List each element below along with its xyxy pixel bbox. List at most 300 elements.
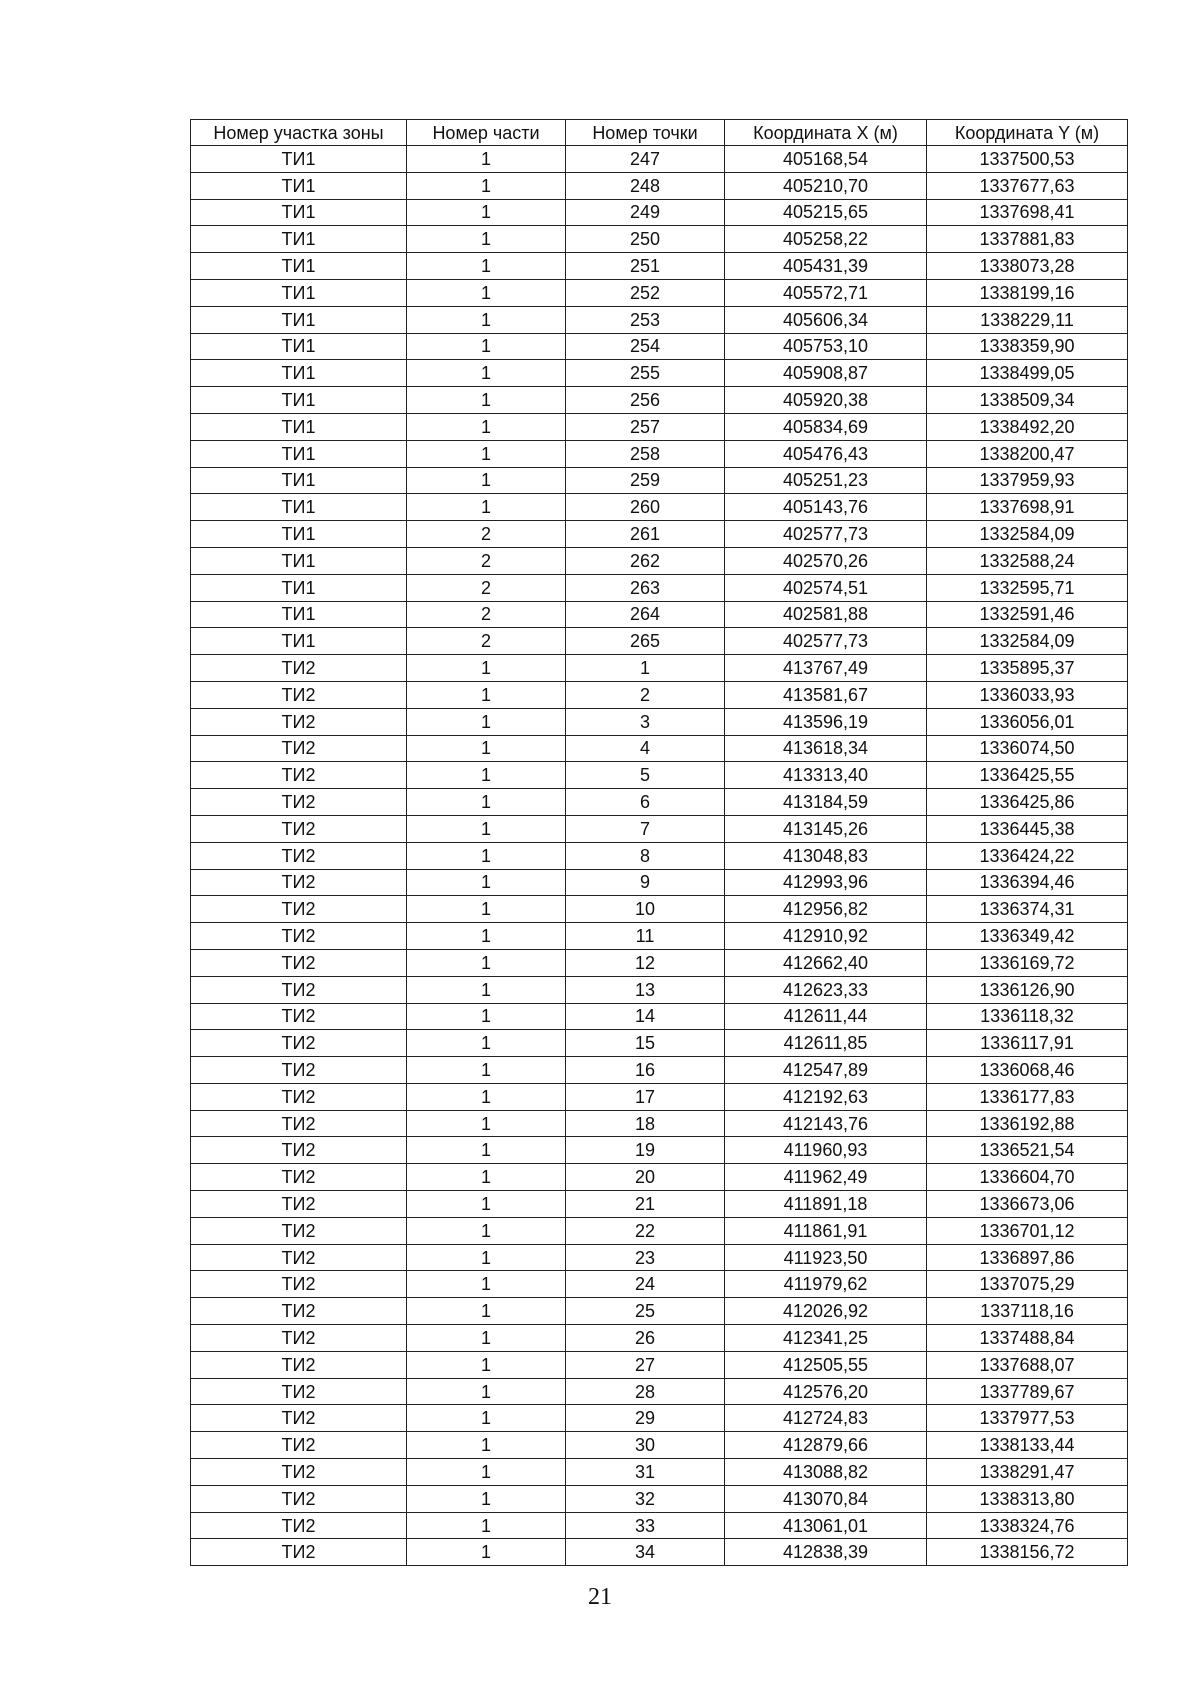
cell-coordinate-y: 1336425,86	[927, 789, 1128, 816]
cell-part-number: 1	[407, 306, 566, 333]
cell-point-number: 5	[566, 762, 725, 789]
cell-coordinate-x: 411979,62	[725, 1271, 927, 1298]
cell-point-number: 263	[566, 574, 725, 601]
cell-coordinate-y: 1336349,42	[927, 923, 1128, 950]
cell-point-number: 257	[566, 413, 725, 440]
cell-coordinate-y: 1338291,47	[927, 1459, 1128, 1486]
cell-zone-section: ТИ2	[191, 1378, 407, 1405]
cell-point-number: 27	[566, 1351, 725, 1378]
cell-coordinate-x: 405572,71	[725, 279, 927, 306]
cell-part-number: 2	[407, 601, 566, 628]
cell-coordinate-x: 413145,26	[725, 815, 927, 842]
cell-coordinate-x: 412026,92	[725, 1298, 927, 1325]
table-row	[191, 1057, 1128, 1084]
cell-zone-section: ТИ1	[191, 279, 407, 306]
cell-part-number: 1	[407, 1191, 566, 1218]
cell-coordinate-y: 1336701,12	[927, 1217, 1128, 1244]
cell-part-number: 1	[407, 1030, 566, 1057]
cell-point-number: 262	[566, 547, 725, 574]
cell-coordinate-x: 402577,73	[725, 628, 927, 655]
cell-coordinate-y: 1336521,54	[927, 1137, 1128, 1164]
cell-coordinate-y: 1337698,41	[927, 199, 1128, 226]
cell-coordinate-y: 1337075,29	[927, 1271, 1128, 1298]
cell-point-number: 34	[566, 1539, 725, 1566]
cell-part-number: 1	[407, 1485, 566, 1512]
cell-zone-section: ТИ2	[191, 1003, 407, 1030]
cell-zone-section: ТИ2	[191, 869, 407, 896]
table-row	[191, 1485, 1128, 1512]
header-coordinate-x: Координата X (м)	[725, 120, 927, 146]
cell-coordinate-x: 412611,44	[725, 1003, 927, 1030]
cell-coordinate-x: 413618,34	[725, 735, 927, 762]
cell-point-number: 252	[566, 279, 725, 306]
table-body	[191, 146, 1128, 1566]
cell-point-number: 30	[566, 1432, 725, 1459]
cell-coordinate-y: 1337977,53	[927, 1405, 1128, 1432]
cell-zone-section: ТИ2	[191, 1485, 407, 1512]
cell-zone-section: ТИ2	[191, 1432, 407, 1459]
table-row	[191, 815, 1128, 842]
cell-point-number: 12	[566, 949, 725, 976]
cell-coordinate-y: 1332591,46	[927, 601, 1128, 628]
header-part-number: Номер части	[407, 120, 566, 146]
cell-zone-section: ТИ2	[191, 1217, 407, 1244]
cell-coordinate-x: 412879,66	[725, 1432, 927, 1459]
cell-coordinate-y: 1336033,93	[927, 681, 1128, 708]
cell-zone-section: ТИ2	[191, 1137, 407, 1164]
table-row	[191, 333, 1128, 360]
table-header-row	[191, 120, 1128, 146]
cell-point-number: 20	[566, 1164, 725, 1191]
cell-coordinate-y: 1338313,80	[927, 1485, 1128, 1512]
cell-zone-section: ТИ2	[191, 1030, 407, 1057]
cell-zone-section: ТИ2	[191, 976, 407, 1003]
cell-zone-section: ТИ1	[191, 440, 407, 467]
cell-coordinate-x: 405834,69	[725, 413, 927, 440]
cell-coordinate-x: 405168,54	[725, 146, 927, 173]
cell-coordinate-y: 1338133,44	[927, 1432, 1128, 1459]
cell-zone-section: ТИ2	[191, 1083, 407, 1110]
cell-part-number: 1	[407, 1512, 566, 1539]
cell-zone-section: ТИ2	[191, 1459, 407, 1486]
cell-zone-section: ТИ2	[191, 655, 407, 682]
cell-point-number: 264	[566, 601, 725, 628]
cell-coordinate-x: 411891,18	[725, 1191, 927, 1218]
cell-point-number: 4	[566, 735, 725, 762]
table-row	[191, 306, 1128, 333]
coordinates-table	[190, 119, 1128, 1566]
cell-coordinate-x: 413088,82	[725, 1459, 927, 1486]
cell-zone-section: ТИ2	[191, 762, 407, 789]
cell-part-number: 1	[407, 172, 566, 199]
cell-coordinate-x: 413313,40	[725, 762, 927, 789]
table-row	[191, 1217, 1128, 1244]
cell-zone-section: ТИ2	[191, 735, 407, 762]
cell-point-number: 11	[566, 923, 725, 950]
cell-coordinate-y: 1337488,84	[927, 1325, 1128, 1352]
cell-point-number: 22	[566, 1217, 725, 1244]
table-row	[191, 1244, 1128, 1271]
cell-coordinate-x: 411861,91	[725, 1217, 927, 1244]
cell-part-number: 1	[407, 199, 566, 226]
cell-coordinate-x: 402581,88	[725, 601, 927, 628]
table-row	[191, 172, 1128, 199]
table-row	[191, 574, 1128, 601]
cell-point-number: 260	[566, 494, 725, 521]
cell-coordinate-y: 1336374,31	[927, 896, 1128, 923]
table-row	[191, 360, 1128, 387]
cell-coordinate-x: 412724,83	[725, 1405, 927, 1432]
cell-coordinate-x: 405258,22	[725, 226, 927, 253]
cell-zone-section: ТИ2	[191, 789, 407, 816]
cell-coordinate-y: 1336068,46	[927, 1057, 1128, 1084]
cell-point-number: 254	[566, 333, 725, 360]
cell-part-number: 1	[407, 923, 566, 950]
cell-point-number: 21	[566, 1191, 725, 1218]
cell-coordinate-x: 405143,76	[725, 494, 927, 521]
cell-zone-section: ТИ1	[191, 628, 407, 655]
cell-coordinate-y: 1338359,90	[927, 333, 1128, 360]
cell-coordinate-y: 1337118,16	[927, 1298, 1128, 1325]
cell-coordinate-y: 1336074,50	[927, 735, 1128, 762]
cell-zone-section: ТИ1	[191, 387, 407, 414]
cell-coordinate-x: 412192,63	[725, 1083, 927, 1110]
cell-coordinate-x: 413767,49	[725, 655, 927, 682]
cell-zone-section: ТИ1	[191, 521, 407, 548]
cell-point-number: 250	[566, 226, 725, 253]
table-row	[191, 440, 1128, 467]
cell-part-number: 1	[407, 762, 566, 789]
cell-coordinate-y: 1336169,72	[927, 949, 1128, 976]
cell-coordinate-y: 1337677,63	[927, 172, 1128, 199]
cell-point-number: 265	[566, 628, 725, 655]
cell-zone-section: ТИ1	[191, 413, 407, 440]
cell-part-number: 2	[407, 574, 566, 601]
cell-point-number: 31	[566, 1459, 725, 1486]
table-row	[191, 1137, 1128, 1164]
table-row	[191, 467, 1128, 494]
table-row	[191, 896, 1128, 923]
cell-part-number: 1	[407, 1164, 566, 1191]
table-row	[191, 923, 1128, 950]
cell-zone-section: ТИ1	[191, 172, 407, 199]
cell-point-number: 1	[566, 655, 725, 682]
table-row	[191, 628, 1128, 655]
cell-coordinate-x: 405215,65	[725, 199, 927, 226]
cell-coordinate-y: 1336673,06	[927, 1191, 1128, 1218]
cell-coordinate-y: 1336117,91	[927, 1030, 1128, 1057]
cell-coordinate-y: 1337881,83	[927, 226, 1128, 253]
cell-coordinate-y: 1336425,55	[927, 762, 1128, 789]
cell-point-number: 6	[566, 789, 725, 816]
cell-coordinate-x: 411962,49	[725, 1164, 927, 1191]
cell-coordinate-y: 1338492,20	[927, 413, 1128, 440]
cell-zone-section: ТИ2	[191, 842, 407, 869]
cell-point-number: 9	[566, 869, 725, 896]
cell-zone-section: ТИ2	[191, 1271, 407, 1298]
cell-point-number: 14	[566, 1003, 725, 1030]
cell-part-number: 1	[407, 976, 566, 1003]
cell-coordinate-x: 412910,92	[725, 923, 927, 950]
cell-coordinate-y: 1337698,91	[927, 494, 1128, 521]
cell-part-number: 1	[407, 413, 566, 440]
cell-part-number: 1	[407, 708, 566, 735]
cell-part-number: 1	[407, 681, 566, 708]
cell-coordinate-x: 402570,26	[725, 547, 927, 574]
cell-point-number: 3	[566, 708, 725, 735]
table-row	[191, 253, 1128, 280]
cell-zone-section: ТИ2	[191, 708, 407, 735]
cell-part-number: 1	[407, 869, 566, 896]
cell-zone-section: ТИ2	[191, 1512, 407, 1539]
cell-zone-section: ТИ2	[191, 1298, 407, 1325]
cell-coordinate-x: 405210,70	[725, 172, 927, 199]
cell-coordinate-y: 1336897,86	[927, 1244, 1128, 1271]
cell-zone-section: ТИ2	[191, 1057, 407, 1084]
table-row	[191, 1271, 1128, 1298]
cell-point-number: 258	[566, 440, 725, 467]
cell-part-number: 1	[407, 1057, 566, 1084]
cell-coordinate-y: 1336604,70	[927, 1164, 1128, 1191]
cell-part-number: 1	[407, 1083, 566, 1110]
cell-point-number: 249	[566, 199, 725, 226]
cell-point-number: 32	[566, 1485, 725, 1512]
cell-point-number: 33	[566, 1512, 725, 1539]
cell-zone-section: ТИ2	[191, 681, 407, 708]
cell-coordinate-y: 1332584,09	[927, 521, 1128, 548]
cell-zone-section: ТИ2	[191, 1244, 407, 1271]
table-row	[191, 1298, 1128, 1325]
cell-coordinate-x: 413061,01	[725, 1512, 927, 1539]
table-row	[191, 708, 1128, 735]
cell-coordinate-y: 1332595,71	[927, 574, 1128, 601]
table-row	[191, 494, 1128, 521]
page-number: 21	[588, 1584, 612, 1610]
cell-zone-section: ТИ2	[191, 923, 407, 950]
cell-part-number: 1	[407, 1217, 566, 1244]
cell-part-number: 1	[407, 387, 566, 414]
cell-part-number: 1	[407, 360, 566, 387]
table-row	[191, 1083, 1128, 1110]
table-row	[191, 655, 1128, 682]
cell-point-number: 13	[566, 976, 725, 1003]
table-row	[191, 842, 1128, 869]
cell-part-number: 1	[407, 1378, 566, 1405]
cell-point-number: 255	[566, 360, 725, 387]
table-row	[191, 226, 1128, 253]
cell-point-number: 23	[566, 1244, 725, 1271]
cell-zone-section: ТИ1	[191, 494, 407, 521]
cell-zone-section: ТИ1	[191, 306, 407, 333]
cell-coordinate-y: 1338199,16	[927, 279, 1128, 306]
cell-coordinate-x: 412576,20	[725, 1378, 927, 1405]
cell-coordinate-y: 1336126,90	[927, 976, 1128, 1003]
cell-part-number: 1	[407, 1325, 566, 1352]
cell-zone-section: ТИ2	[191, 1164, 407, 1191]
cell-part-number: 1	[407, 1405, 566, 1432]
cell-coordinate-y: 1338229,11	[927, 306, 1128, 333]
cell-part-number: 1	[407, 815, 566, 842]
cell-coordinate-y: 1337789,67	[927, 1378, 1128, 1405]
cell-coordinate-y: 1336424,22	[927, 842, 1128, 869]
cell-coordinate-y: 1332584,09	[927, 628, 1128, 655]
table-row	[191, 681, 1128, 708]
table-row	[191, 601, 1128, 628]
cell-coordinate-x: 405920,38	[725, 387, 927, 414]
cell-zone-section: ТИ2	[191, 1325, 407, 1352]
table-row	[191, 1405, 1128, 1432]
cell-coordinate-x: 413048,83	[725, 842, 927, 869]
cell-coordinate-y: 1336192,88	[927, 1110, 1128, 1137]
cell-part-number: 1	[407, 735, 566, 762]
table-row	[191, 1325, 1128, 1352]
cell-coordinate-x: 411960,93	[725, 1137, 927, 1164]
cell-part-number: 1	[407, 333, 566, 360]
cell-coordinate-y: 1338200,47	[927, 440, 1128, 467]
cell-coordinate-y: 1338324,76	[927, 1512, 1128, 1539]
table-row	[191, 735, 1128, 762]
cell-part-number: 1	[407, 279, 566, 306]
cell-coordinate-x: 413184,59	[725, 789, 927, 816]
cell-point-number: 248	[566, 172, 725, 199]
table-row	[191, 1164, 1128, 1191]
cell-coordinate-x: 412993,96	[725, 869, 927, 896]
cell-coordinate-x: 405753,10	[725, 333, 927, 360]
table-row	[191, 789, 1128, 816]
table-row	[191, 762, 1128, 789]
cell-point-number: 25	[566, 1298, 725, 1325]
cell-zone-section: ТИ1	[191, 146, 407, 173]
cell-part-number: 1	[407, 253, 566, 280]
cell-coordinate-y: 1338499,05	[927, 360, 1128, 387]
table-row	[191, 199, 1128, 226]
header-coordinate-y: Координата Y (м)	[927, 120, 1128, 146]
cell-coordinate-x: 405606,34	[725, 306, 927, 333]
table-row	[191, 387, 1128, 414]
cell-zone-section: ТИ2	[191, 1110, 407, 1137]
cell-part-number: 1	[407, 1351, 566, 1378]
cell-coordinate-y: 1336394,46	[927, 869, 1128, 896]
cell-part-number: 1	[407, 440, 566, 467]
cell-part-number: 2	[407, 521, 566, 548]
table-row	[191, 413, 1128, 440]
cell-zone-section: ТИ2	[191, 896, 407, 923]
cell-coordinate-x: 412547,89	[725, 1057, 927, 1084]
table-row	[191, 1191, 1128, 1218]
cell-point-number: 19	[566, 1137, 725, 1164]
table-row	[191, 1539, 1128, 1566]
cell-coordinate-y: 1338509,34	[927, 387, 1128, 414]
cell-coordinate-y: 1337959,93	[927, 467, 1128, 494]
cell-point-number: 2	[566, 681, 725, 708]
cell-coordinate-x: 412623,33	[725, 976, 927, 1003]
cell-point-number: 15	[566, 1030, 725, 1057]
table-row	[191, 1459, 1128, 1486]
cell-part-number: 1	[407, 467, 566, 494]
cell-coordinate-y: 1336118,32	[927, 1003, 1128, 1030]
table-row	[191, 869, 1128, 896]
cell-coordinate-y: 1336056,01	[927, 708, 1128, 735]
cell-coordinate-x: 405251,23	[725, 467, 927, 494]
cell-zone-section: ТИ1	[191, 253, 407, 280]
cell-coordinate-x: 412611,85	[725, 1030, 927, 1057]
cell-zone-section: ТИ2	[191, 1539, 407, 1566]
cell-part-number: 1	[407, 1110, 566, 1137]
cell-point-number: 259	[566, 467, 725, 494]
cell-coordinate-x: 405431,39	[725, 253, 927, 280]
cell-zone-section: ТИ2	[191, 949, 407, 976]
cell-coordinate-x: 413070,84	[725, 1485, 927, 1512]
cell-part-number: 1	[407, 789, 566, 816]
cell-part-number: 1	[407, 1271, 566, 1298]
cell-coordinate-x: 412956,82	[725, 896, 927, 923]
cell-point-number: 247	[566, 146, 725, 173]
cell-point-number: 29	[566, 1405, 725, 1432]
cell-coordinate-y: 1335895,37	[927, 655, 1128, 682]
table-row	[191, 547, 1128, 574]
table-row	[191, 1378, 1128, 1405]
cell-zone-section: ТИ2	[191, 1351, 407, 1378]
cell-point-number: 17	[566, 1083, 725, 1110]
cell-coordinate-x: 412838,39	[725, 1539, 927, 1566]
cell-point-number: 7	[566, 815, 725, 842]
table-row	[191, 976, 1128, 1003]
cell-part-number: 1	[407, 1137, 566, 1164]
cell-part-number: 2	[407, 628, 566, 655]
cell-coordinate-y: 1338073,28	[927, 253, 1128, 280]
cell-part-number: 1	[407, 1539, 566, 1566]
header-point-number: Номер точки	[566, 120, 725, 146]
table-row	[191, 1432, 1128, 1459]
cell-coordinate-y: 1336445,38	[927, 815, 1128, 842]
cell-coordinate-x: 402574,51	[725, 574, 927, 601]
table-row	[191, 521, 1128, 548]
cell-part-number: 1	[407, 226, 566, 253]
cell-point-number: 24	[566, 1271, 725, 1298]
cell-point-number: 10	[566, 896, 725, 923]
cell-part-number: 1	[407, 896, 566, 923]
table-row	[191, 1351, 1128, 1378]
table-row	[191, 1512, 1128, 1539]
cell-point-number: 256	[566, 387, 725, 414]
cell-zone-section: ТИ1	[191, 226, 407, 253]
cell-zone-section: ТИ2	[191, 1191, 407, 1218]
cell-point-number: 28	[566, 1378, 725, 1405]
cell-point-number: 16	[566, 1057, 725, 1084]
cell-coordinate-y: 1338156,72	[927, 1539, 1128, 1566]
cell-coordinate-x: 405476,43	[725, 440, 927, 467]
cell-coordinate-x: 412662,40	[725, 949, 927, 976]
cell-part-number: 1	[407, 1459, 566, 1486]
cell-coordinate-y: 1332588,24	[927, 547, 1128, 574]
cell-part-number: 1	[407, 494, 566, 521]
cell-coordinate-x: 413581,67	[725, 681, 927, 708]
cell-zone-section: ТИ1	[191, 601, 407, 628]
cell-part-number: 1	[407, 1432, 566, 1459]
table-row	[191, 1110, 1128, 1137]
cell-point-number: 26	[566, 1325, 725, 1352]
cell-coordinate-x: 413596,19	[725, 708, 927, 735]
cell-part-number: 1	[407, 146, 566, 173]
cell-coordinate-x: 405908,87	[725, 360, 927, 387]
cell-zone-section: ТИ2	[191, 1405, 407, 1432]
cell-part-number: 1	[407, 1298, 566, 1325]
cell-part-number: 1	[407, 842, 566, 869]
table-row	[191, 279, 1128, 306]
cell-zone-section: ТИ1	[191, 360, 407, 387]
cell-point-number: 8	[566, 842, 725, 869]
cell-coordinate-x: 412505,55	[725, 1351, 927, 1378]
